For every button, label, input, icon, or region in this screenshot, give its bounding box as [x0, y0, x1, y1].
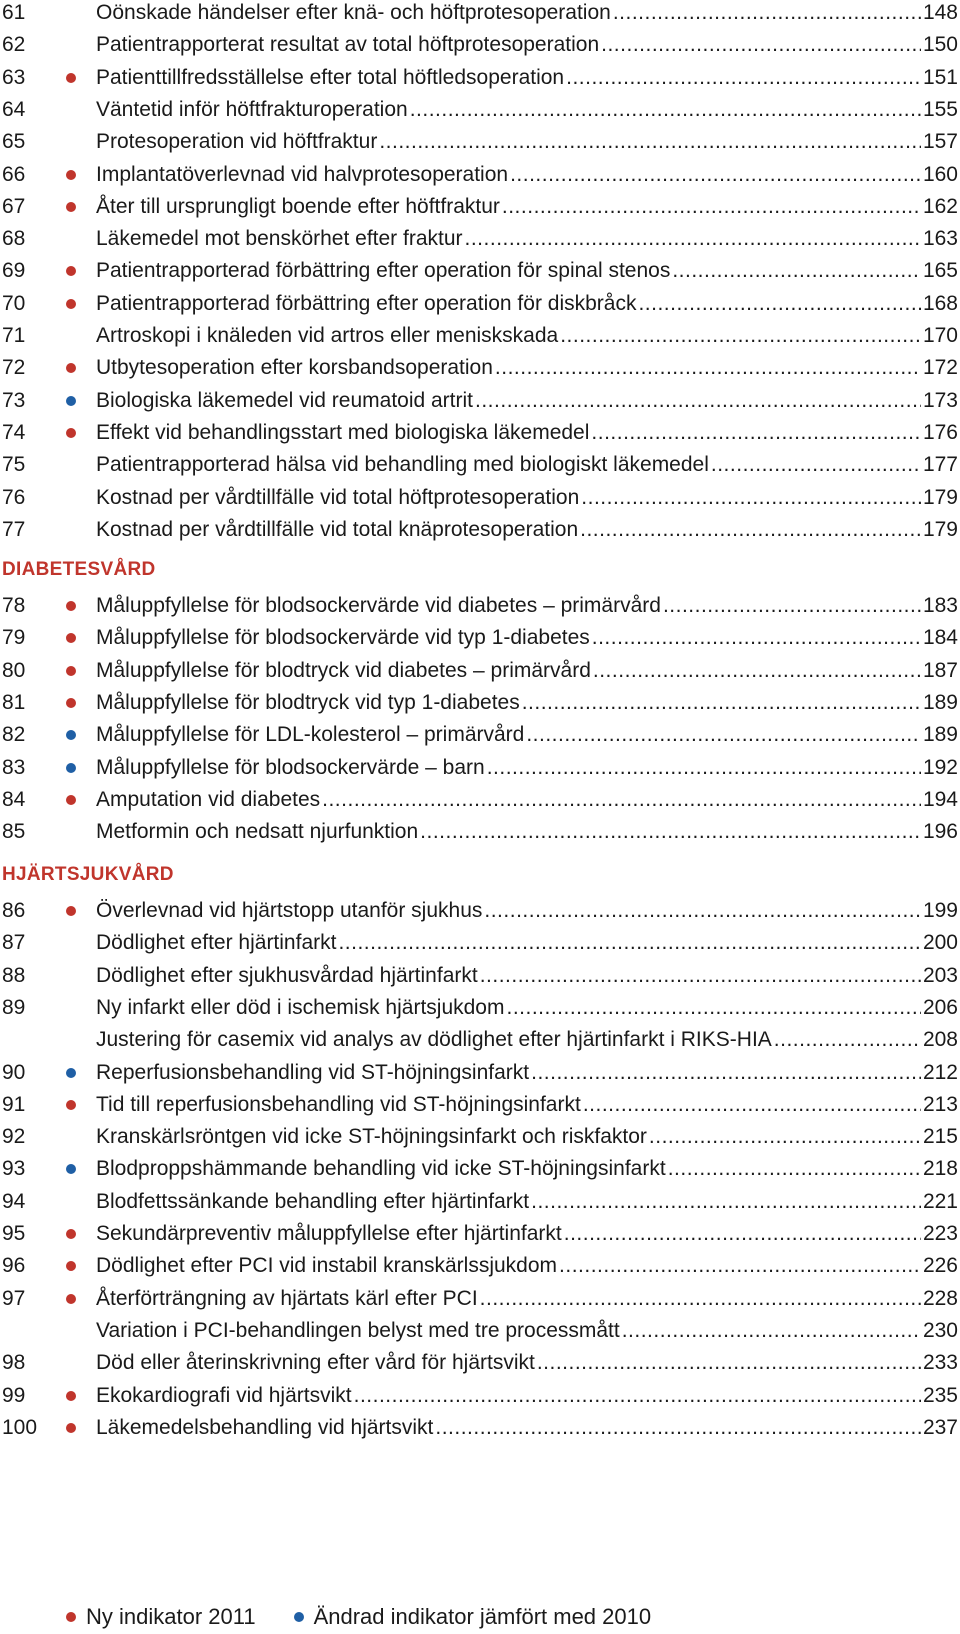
- entry-line: [96, 254, 958, 287]
- new-indicator-dot-icon: [66, 170, 76, 180]
- dot-leader: [566, 61, 921, 94]
- entry-title: Dödlighet efter hjärtinfarkt: [96, 931, 337, 955]
- toc-entry[interactable]: [0, 783, 960, 816]
- entry-page-number: 177: [922, 453, 958, 477]
- entry-title: Ny infarkt eller död i ischemisk hjärtsjukdom: [96, 995, 505, 1019]
- dot-leader: [559, 1249, 921, 1282]
- entry-title: Återförträngning av hjärtats kärl efter PCI: [96, 1286, 478, 1310]
- entry-page-number: 189: [922, 723, 958, 747]
- dot-leader: [580, 513, 921, 546]
- toc-entry[interactable]: [0, 894, 960, 927]
- toc-entry[interactable]: [0, 1314, 960, 1347]
- entry-number: 92: [2, 1125, 26, 1149]
- toc-entry[interactable]: [0, 254, 960, 287]
- entry-title: Oönskade händelser efter knä- och höftprotesoperation: [96, 1, 611, 24]
- toc-entry[interactable]: [0, 1282, 960, 1315]
- entry-page-number: 194: [922, 787, 958, 811]
- entry-title: Väntetid inför höftfrakturoperation: [96, 97, 408, 121]
- toc-entry[interactable]: [0, 416, 960, 449]
- entry-line: [96, 1088, 958, 1121]
- dot-leader: [495, 351, 921, 384]
- dot-leader: [475, 384, 921, 417]
- dot-leader: [522, 686, 921, 719]
- entry-number: 88: [2, 963, 26, 987]
- new-indicator-dot-icon: [66, 363, 76, 373]
- entry-page-number: 189: [922, 690, 958, 714]
- entry-number: 83: [2, 755, 26, 779]
- entry-title: Patientrapporterad förbättring efter operation för spinal stenos: [96, 259, 671, 283]
- entry-number: 93: [2, 1157, 26, 1181]
- entry-title: Åter till ursprungligt boende efter höftfraktur: [96, 194, 500, 218]
- entry-page-number: 187: [922, 658, 958, 682]
- toc-entry[interactable]: [0, 125, 960, 158]
- changed-indicator-dot-icon: [66, 1068, 76, 1078]
- entry-line: [96, 61, 958, 94]
- entry-line: [96, 384, 958, 417]
- entry-title: Kranskärlsröntgen vid icke ST-höjningsinfarkt och riskfaktor: [96, 1125, 647, 1149]
- entry-line: [96, 351, 958, 384]
- entry-line: [96, 416, 958, 449]
- blue-dot-icon: [294, 1612, 304, 1622]
- entry-number: 65: [2, 130, 26, 154]
- legend-new: [66, 1604, 256, 1630]
- entry-title: Metformin och nedsatt njurfunktion: [96, 820, 419, 844]
- entry-page-number: 228: [922, 1286, 958, 1310]
- entry-line: [96, 287, 958, 320]
- dot-leader: [322, 783, 921, 816]
- entry-line: [96, 783, 958, 816]
- toc-entry[interactable]: [0, 351, 960, 384]
- entry-page-number: 237: [922, 1415, 958, 1439]
- toc-entry[interactable]: [0, 28, 960, 61]
- entry-page-number: 176: [922, 420, 958, 444]
- toc-entry[interactable]: [0, 222, 960, 255]
- dot-leader: [480, 1282, 921, 1315]
- entry-title: Patientrapporterat resultat av total höftprotesoperation: [96, 33, 600, 57]
- entry-title: Måluppfyllelse för blodsockervärde vid typ 1-diabetes: [96, 626, 590, 650]
- toc-entry[interactable]: [0, 589, 960, 622]
- entry-title: Patientrapporterad förbättring efter operation för diskbråck: [96, 291, 637, 315]
- entry-title: Ekokardiografi vid hjärtsvikt: [96, 1383, 352, 1407]
- changed-indicator-dot-icon: [66, 763, 76, 773]
- dot-leader: [663, 589, 921, 622]
- entry-number: 71: [2, 324, 26, 347]
- entry-line: [96, 991, 958, 1024]
- entry-page-number: 151: [922, 65, 958, 89]
- dot-leader: [592, 621, 921, 654]
- dot-leader: [487, 751, 921, 784]
- new-indicator-dot-icon: [66, 1100, 76, 1110]
- entry-page-number: 183: [922, 594, 958, 617]
- dot-leader: [711, 448, 921, 481]
- entry-number: 68: [2, 227, 26, 251]
- entry-number: 98: [2, 1351, 26, 1375]
- entry-title: Måluppfyllelse för blodtryck vid diabetes – primärvård: [96, 658, 591, 682]
- entry-line: [96, 1120, 958, 1153]
- entry-line: [96, 815, 958, 848]
- entry-page-number: 150: [922, 33, 958, 57]
- entry-page-number: 162: [922, 194, 958, 218]
- toc-entry[interactable]: [0, 0, 960, 29]
- entry-page-number: 172: [922, 356, 958, 380]
- entry-page-number: 155: [922, 97, 958, 121]
- new-indicator-dot-icon: [66, 698, 76, 708]
- dot-leader: [480, 959, 921, 992]
- entry-title: Protesoperation vid höftfraktur: [96, 130, 378, 154]
- entry-line: [96, 125, 958, 158]
- dot-leader: [581, 481, 921, 514]
- entry-number: 90: [2, 1060, 26, 1084]
- entry-number: 76: [2, 485, 26, 509]
- toc-entry[interactable]: [0, 384, 960, 417]
- toc-entry[interactable]: [0, 190, 960, 223]
- toc-entry[interactable]: [0, 1185, 960, 1218]
- toc-entry[interactable]: [0, 287, 960, 320]
- new-indicator-dot-icon: [66, 428, 76, 438]
- entry-title: Läkemedelsbehandling vid hjärtsvikt: [96, 1415, 434, 1439]
- entry-title: Justering för casemix vid analys av dödlighet efter hjärtinfarkt i RIKS-HIA: [96, 1028, 772, 1052]
- toc-entry[interactable]: [0, 319, 960, 352]
- changed-indicator-dot-icon: [66, 396, 76, 406]
- entry-number: 63: [2, 65, 26, 89]
- dot-leader: [420, 815, 921, 848]
- entry-number: 66: [2, 162, 26, 186]
- entry-title: Reperfusionsbehandling vid ST-höjningsinfarkt: [96, 1060, 530, 1084]
- new-indicator-dot-icon: [66, 1261, 76, 1271]
- entry-number: 99: [2, 1383, 26, 1407]
- entry-line: [96, 513, 958, 546]
- entry-line: [96, 1249, 958, 1282]
- entry-page-number: 208: [922, 1028, 958, 1052]
- entry-line: [96, 751, 958, 784]
- entry-line: [96, 319, 958, 352]
- entry-line: [96, 1411, 958, 1444]
- entry-line: [96, 1314, 958, 1347]
- dot-leader: [410, 93, 921, 126]
- entry-title: Sekundärpreventiv måluppfyllelse efter hjärtinfarkt: [96, 1222, 562, 1245]
- entry-number: 87: [2, 931, 26, 955]
- new-indicator-dot-icon: [66, 1423, 76, 1433]
- entry-line: [96, 686, 958, 719]
- red-dot-icon: [66, 1612, 76, 1622]
- entry-title: Dödlighet efter PCI vid instabil kranskärlssjukdom: [96, 1254, 558, 1278]
- dot-leader: [502, 190, 921, 223]
- entry-number: 94: [2, 1189, 26, 1213]
- entry-title: Läkemedel mot benskörhet efter fraktur: [96, 227, 463, 251]
- dot-leader: [354, 1379, 921, 1412]
- legend: [66, 1600, 689, 1634]
- entry-line: [96, 718, 958, 751]
- toc-entry[interactable]: [0, 1346, 960, 1379]
- toc-entry[interactable]: [0, 621, 960, 654]
- entry-number: 62: [2, 33, 26, 57]
- dot-leader: [638, 287, 920, 320]
- entry-title: Dödlighet efter sjukhusvårdad hjärtinfarkt: [96, 963, 478, 987]
- dot-leader: [506, 991, 920, 1024]
- entry-page-number: 199: [922, 899, 958, 922]
- entry-number: 84: [2, 787, 26, 811]
- new-indicator-dot-icon: [66, 601, 76, 611]
- dot-leader: [564, 1217, 921, 1250]
- entry-page-number: 221: [922, 1189, 958, 1213]
- entry-number: 61: [2, 1, 26, 24]
- entry-number: 97: [2, 1286, 26, 1310]
- entry-page-number: 226: [922, 1254, 958, 1278]
- entry-line: [96, 1282, 958, 1315]
- entry-line: [96, 621, 958, 654]
- dot-leader: [601, 28, 921, 61]
- entry-page-number: 200: [922, 931, 958, 955]
- dot-leader: [672, 254, 921, 287]
- entry-page-number: 170: [922, 324, 958, 347]
- toc-entry[interactable]: [0, 481, 960, 514]
- legend-changed-label: Ändrad indikator jämfört med 2010: [313, 1604, 652, 1629]
- entry-title: Biologiska läkemedel vid reumatoid artrit: [96, 388, 474, 412]
- entry-title: Måluppfyllelse för LDL-kolesterol – primärvård: [96, 723, 525, 747]
- dot-leader: [465, 222, 921, 255]
- entry-number: 96: [2, 1254, 26, 1278]
- new-indicator-dot-icon: [66, 906, 76, 916]
- entry-page-number: 184: [922, 626, 958, 650]
- entry-title: Kostnad per vårdtillfälle vid total höftprotesoperation: [96, 485, 580, 509]
- entry-line: [96, 1379, 958, 1412]
- entry-number: 100: [2, 1415, 38, 1439]
- new-indicator-dot-icon: [66, 795, 76, 805]
- entry-number: 91: [2, 1092, 26, 1116]
- toc-entry[interactable]: [0, 991, 960, 1024]
- toc-entry[interactable]: [0, 1411, 960, 1444]
- entry-page-number: 203: [922, 963, 958, 987]
- dot-leader: [591, 416, 921, 449]
- entry-page-number: 212: [922, 1060, 958, 1084]
- entry-line: [96, 1185, 958, 1218]
- new-indicator-dot-icon: [66, 633, 76, 643]
- toc-entry[interactable]: [0, 815, 960, 848]
- entry-page-number: 218: [922, 1157, 958, 1181]
- toc-entry[interactable]: [0, 1249, 960, 1282]
- entry-number: 67: [2, 194, 26, 218]
- entry-line: [96, 589, 958, 622]
- legend-new-label: Ny indikator 2011: [86, 1604, 256, 1629]
- entry-page-number: 233: [922, 1351, 958, 1375]
- dot-leader: [526, 718, 921, 751]
- entry-number: 82: [2, 723, 26, 747]
- toc-entry[interactable]: [0, 1056, 960, 1089]
- dot-leader: [531, 1185, 921, 1218]
- entry-page-number: 148: [922, 1, 958, 24]
- entry-line: [96, 190, 958, 223]
- entry-line: [96, 1346, 958, 1379]
- toc-entry[interactable]: [0, 93, 960, 126]
- entry-number: 86: [2, 899, 26, 922]
- dot-leader: [510, 158, 921, 191]
- entry-page-number: 196: [922, 820, 958, 844]
- entry-page-number: 165: [922, 259, 958, 283]
- entry-title: Blodproppshämmande behandling vid icke ST-höjningsinfarkt: [96, 1157, 666, 1181]
- entry-number: 79: [2, 626, 26, 650]
- toc-entry[interactable]: [0, 1120, 960, 1153]
- entry-line: [96, 959, 958, 992]
- entry-line: [96, 1056, 958, 1089]
- toc-entry[interactable]: [0, 1379, 960, 1412]
- dot-leader: [531, 1056, 921, 1089]
- new-indicator-dot-icon: [66, 1229, 76, 1239]
- entry-line: [96, 1217, 958, 1250]
- entry-line: [96, 926, 958, 959]
- entry-title: Måluppfyllelse för blodsockervärde – barn: [96, 755, 485, 779]
- entry-number: 72: [2, 356, 26, 380]
- toc-entry[interactable]: [0, 61, 960, 94]
- entry-page-number: 235: [922, 1383, 958, 1407]
- entry-page-number: 160: [922, 162, 958, 186]
- entry-number: 85: [2, 820, 26, 844]
- toc-entry[interactable]: [0, 1217, 960, 1250]
- entry-title: Variation i PCI-behandlingen belyst med tre processmått: [96, 1318, 620, 1342]
- entry-title: Effekt vid behandlingsstart med biologiska läkemedel: [96, 420, 590, 444]
- dot-leader: [613, 0, 921, 29]
- entry-line: [96, 481, 958, 514]
- entry-number: 69: [2, 259, 26, 283]
- entry-title: Måluppfyllelse för blodtryck vid typ 1-diabetes: [96, 690, 520, 714]
- entry-line: [96, 448, 958, 481]
- toc-entry[interactable]: [0, 654, 960, 687]
- toc-entry[interactable]: [0, 926, 960, 959]
- dot-leader: [338, 926, 920, 959]
- entry-page-number: 206: [922, 995, 958, 1019]
- entry-number: 75: [2, 453, 26, 477]
- entry-page-number: 173: [922, 388, 958, 412]
- entry-title: Måluppfyllelse för blodsockervärde vid diabetes – primärvård: [96, 594, 661, 617]
- new-indicator-dot-icon: [66, 1294, 76, 1304]
- dot-leader: [668, 1152, 921, 1185]
- toc-entry[interactable]: [0, 686, 960, 719]
- entry-page-number: 168: [922, 291, 958, 315]
- entry-page-number: 223: [922, 1222, 958, 1245]
- section-heading-diabetes: DIABETESVÅRD: [2, 559, 156, 580]
- entry-line: [96, 28, 958, 61]
- entry-title: Utbytesoperation efter korsbandsoperation: [96, 356, 493, 380]
- legend-changed: [294, 1604, 652, 1630]
- entry-page-number: 179: [922, 517, 958, 541]
- entry-page-number: 163: [922, 227, 958, 251]
- changed-indicator-dot-icon: [66, 730, 76, 740]
- dot-leader: [774, 1023, 921, 1056]
- entry-line: [96, 222, 958, 255]
- entry-number: 80: [2, 658, 26, 682]
- entry-title: Implantatöverlevnad vid halvprotesoperation: [96, 162, 509, 186]
- entry-number: 81: [2, 690, 26, 714]
- dot-leader: [593, 654, 921, 687]
- entry-number: 74: [2, 420, 26, 444]
- new-indicator-dot-icon: [66, 299, 76, 309]
- toc-entry[interactable]: [0, 158, 960, 191]
- entry-title: Död eller återinskrivning efter vård för hjärtsvikt: [96, 1351, 535, 1375]
- entry-line: [96, 93, 958, 126]
- entry-title: Kostnad per vårdtillfälle vid total knäprotesoperation: [96, 517, 579, 541]
- section-heading-cardiology: HJÄRTSJUKVÅRD: [2, 864, 174, 885]
- new-indicator-dot-icon: [66, 666, 76, 676]
- entry-number: 95: [2, 1222, 26, 1245]
- entry-line: [96, 158, 958, 191]
- entry-line: [96, 654, 958, 687]
- toc-entry[interactable]: [0, 1152, 960, 1185]
- toc-entry[interactable]: [0, 959, 960, 992]
- entry-title: Överlevnad vid hjärtstopp utanför sjukhus: [96, 899, 483, 922]
- dot-leader: [435, 1411, 921, 1444]
- entry-title: Amputation vid diabetes: [96, 787, 321, 811]
- dot-leader: [583, 1088, 921, 1121]
- entry-number: 89: [2, 995, 26, 1019]
- entry-title: Patienttillfredsställelse efter total höftledsoperation: [96, 65, 565, 89]
- toc-entry[interactable]: [0, 718, 960, 751]
- dot-leader: [649, 1120, 921, 1153]
- entry-number: 73: [2, 388, 26, 412]
- dot-leader: [379, 125, 921, 158]
- entry-line: [96, 1152, 958, 1185]
- entry-line: [96, 1023, 958, 1056]
- entry-line: [96, 0, 958, 29]
- entry-page-number: 192: [922, 755, 958, 779]
- new-indicator-dot-icon: [66, 1391, 76, 1401]
- entry-page-number: 179: [922, 485, 958, 509]
- entry-page-number: 213: [922, 1092, 958, 1116]
- dot-leader: [622, 1314, 921, 1347]
- entry-title: Patientrapporterad hälsa vid behandling med biologiskt läkemedel: [96, 453, 709, 477]
- entry-title: Blodfettssänkande behandling efter hjärtinfarkt: [96, 1189, 530, 1213]
- entry-title: Artroskopi i knäleden vid artros eller meniskskada: [96, 324, 559, 347]
- dot-leader: [537, 1346, 921, 1379]
- entry-page-number: 230: [922, 1318, 958, 1342]
- dot-leader: [484, 894, 921, 927]
- new-indicator-dot-icon: [66, 202, 76, 212]
- entry-number: 64: [2, 97, 26, 121]
- entry-number: 77: [2, 517, 26, 541]
- toc-entry[interactable]: [0, 1088, 960, 1121]
- entry-number: 78: [2, 594, 26, 617]
- toc-entry[interactable]: [0, 448, 960, 481]
- entry-number: 70: [2, 291, 26, 315]
- entry-title: Tid till reperfusionsbehandling vid ST-höjningsinfarkt: [96, 1092, 581, 1116]
- toc-entry[interactable]: [0, 1023, 960, 1056]
- entry-page-number: 215: [922, 1125, 958, 1149]
- entry-line: [96, 894, 958, 927]
- toc-entry[interactable]: [0, 751, 960, 784]
- changed-indicator-dot-icon: [66, 1164, 76, 1174]
- toc-entry[interactable]: [0, 513, 960, 546]
- entry-page-number: 157: [922, 130, 958, 154]
- new-indicator-dot-icon: [66, 266, 76, 276]
- new-indicator-dot-icon: [66, 73, 76, 83]
- dot-leader: [560, 319, 921, 352]
